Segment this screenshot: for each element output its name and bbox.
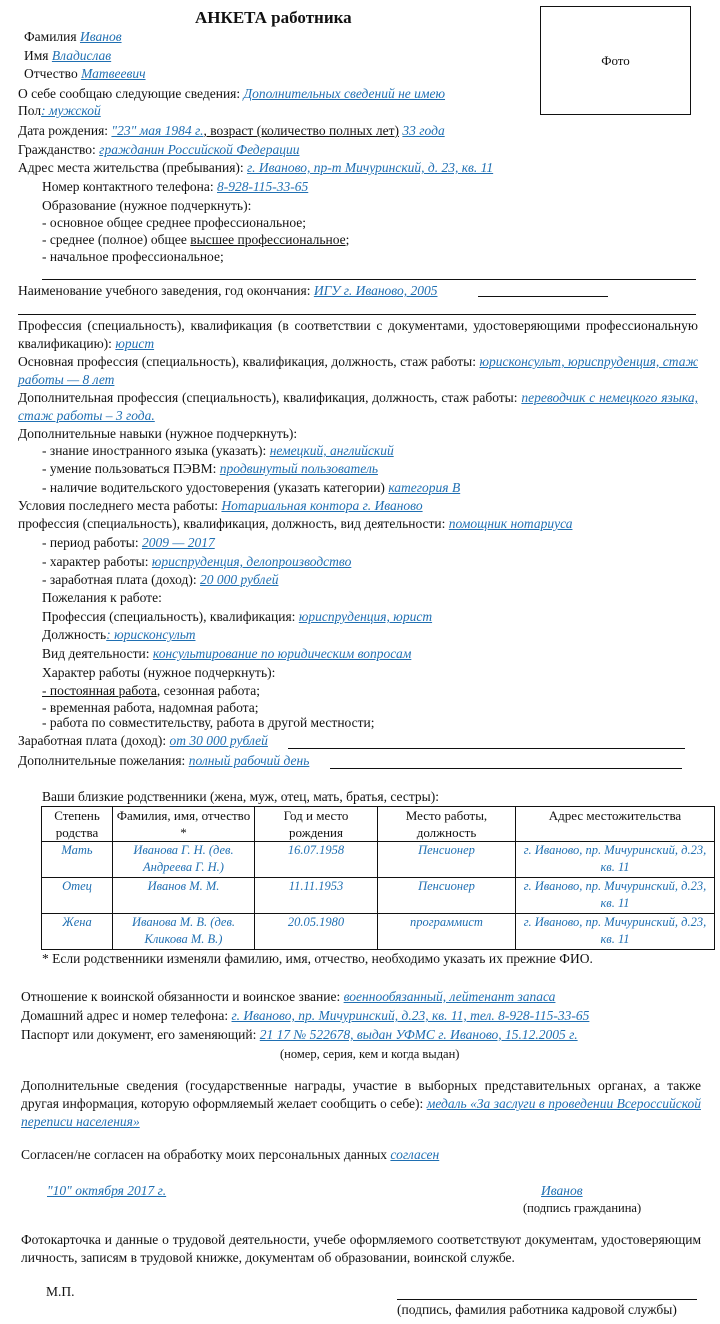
patronymic-value[interactable]: Матвеевич <box>81 66 146 81</box>
wish-extra-line <box>18 752 309 770</box>
wish-extra-label: Дополнительные пожелания: <box>18 753 186 768</box>
header-address: Адрес местожительства <box>516 807 715 842</box>
wish-activity-line <box>42 645 411 663</box>
wish-profession-value[interactable]: юриспруденция, юрист <box>298 609 433 624</box>
wish-extra-value[interactable]: полный рабочий день <box>188 753 310 768</box>
wish-profession-label: Профессия (специальность), квалификация: <box>42 609 296 624</box>
surname-value[interactable]: Иванов <box>79 29 122 44</box>
wish-nature-option-1[interactable] <box>42 682 260 700</box>
language-label: - знание иностранного языка (указать): <box>42 443 267 458</box>
wish-nature-option-3[interactable]: - работа по совместительству, работа в другой местности; <box>42 715 375 730</box>
patronymic-label: Отчество <box>24 66 78 81</box>
wish-nature-label: Характер работы (нужное подчеркнуть): <box>42 665 276 680</box>
military-line <box>21 988 555 1006</box>
date-value[interactable]: "10" октября 2017 г. <box>47 1183 167 1198</box>
wish-salary-line <box>18 732 268 750</box>
address-value[interactable]: г. Иваново, пр-т Мичуринский, д. 23, кв. 11 <box>247 160 494 175</box>
divider <box>330 768 682 769</box>
patronymic-line <box>24 65 146 83</box>
wish-salary-value[interactable]: от 30 000 рублей <box>169 733 268 748</box>
cell-name[interactable]: Иванов М. М. <box>113 878 255 914</box>
sex-line <box>18 102 101 120</box>
wish-nature-option-2[interactable]: - временная работа, надомная работа; <box>42 700 259 715</box>
main-profession-label: Основная профессия (специальность), квалификация, должность, стаж работы: <box>18 354 476 369</box>
relatives-label: Ваши близкие родственники (жена, муж, отец, мать, братья, сестры): <box>42 789 439 804</box>
hr-signature-hint: (подпись, фамилия работника кадровой службы) <box>397 1302 677 1317</box>
divider <box>288 748 685 749</box>
extra-profession-block <box>18 389 698 425</box>
cell-relation[interactable]: Мать <box>42 842 113 878</box>
address-line <box>18 159 493 177</box>
profession-value[interactable]: юрист <box>115 336 155 351</box>
header-name: Фамилия, имя, отчество * <box>113 807 255 842</box>
confirmation-text: Фотокарточка и данные о трудовой деятельности, учебе оформляемого соответствуют документам, удостоверяющим личность, записям в трудовой книжке, документам об образовании, воинской службе. <box>21 1232 701 1265</box>
education-option-3[interactable]: - начальное профессиональное; <box>42 249 224 264</box>
home-line <box>21 1007 589 1025</box>
period-value[interactable]: 2009 — 2017 <box>141 535 215 550</box>
cell-address[interactable]: г. Иваново, пр. Мичуринский, д.23, кв. 11 <box>516 878 715 914</box>
cell-birth[interactable]: 16.07.1958 <box>255 842 378 878</box>
profession-label: Профессия (специальность), квалификация (в соответствии с документами, удостоверяющими профессиональную квалификацию): <box>18 318 698 351</box>
education-option-1[interactable]: - основное общее среднее профессиональное; <box>42 215 307 230</box>
header-relation: Степень родства <box>42 807 113 842</box>
language-line <box>42 442 394 460</box>
salary-value[interactable]: 20 000 рублей <box>199 572 279 587</box>
signature-line <box>397 1299 697 1300</box>
work-nature-value[interactable]: юриспруденция, делопроизводство <box>151 554 352 569</box>
header-work: Место работы, должность <box>378 807 516 842</box>
table-row <box>42 878 715 914</box>
education-label: Образование (нужное подчеркнуть): <box>42 198 252 213</box>
age-value[interactable]: 33 года <box>402 123 445 138</box>
additional-value[interactable]: медаль «За заслуги в проведении Всероссийской переписи населения» <box>21 1096 701 1129</box>
name-value[interactable]: Владислав <box>51 48 112 63</box>
about-label: О себе сообщаю следующие сведения: <box>18 86 241 101</box>
surname-label: Фамилия <box>24 29 77 44</box>
cell-address[interactable]: г. Иваново, пр. Мичуринский, д.23, кв. 11 <box>516 914 715 950</box>
consent-label: Согласен/не согласен на обработку моих персональных данных <box>21 1147 388 1162</box>
education-option-secondary: - среднее (полное) общее <box>42 232 191 247</box>
driving-label: - наличие водительского удостоверения (указать категории) <box>42 480 385 495</box>
main-profession-value[interactable]: юрисконсульт, юриспруденция, стаж работы — 8 лет <box>18 354 698 387</box>
photo-label: Фото <box>601 52 630 68</box>
last-job-line <box>18 497 423 515</box>
cell-work[interactable]: программист <box>378 914 516 950</box>
age-label: , возраст (количество полных лет) <box>203 123 400 138</box>
last-job-label: Условия последнего места работы: <box>18 498 219 513</box>
signature-value[interactable]: Иванов <box>541 1183 583 1198</box>
phone-line <box>42 178 308 196</box>
relatives-note: * Если родственники изменяли фамилию, имя, отчество, необходимо указать их прежние ФИО. <box>42 951 593 966</box>
passport-hint: (номер, серия, кем и когда выдан) <box>280 1047 460 1061</box>
work-nature-label: - характер работы: <box>42 554 149 569</box>
cell-relation[interactable]: Жена <box>42 914 113 950</box>
pc-label: - умение пользоваться ПЭВМ: <box>42 461 217 476</box>
wish-profession-line <box>42 608 432 626</box>
phone-label: Номер контактного телефона: <box>42 179 214 194</box>
last-job-profession-value[interactable]: помощник нотариуса <box>448 516 573 531</box>
cell-name[interactable]: Иванова М. В. (дев. Кликова М. В.) <box>113 914 255 950</box>
birth-label: Дата рождения: <box>18 123 109 138</box>
relatives-table <box>41 806 715 950</box>
sex-label: Пол <box>18 103 42 118</box>
extra-profession-value[interactable]: переводчик с немецкого языка, стаж работы – 3 года. <box>18 390 698 423</box>
name-line <box>24 47 111 65</box>
table-row <box>42 914 715 950</box>
cell-work[interactable]: Пенсионер <box>378 842 516 878</box>
citizenship-line <box>18 141 300 159</box>
table-header-row <box>42 807 715 842</box>
profession-block <box>18 317 698 353</box>
permanent-work: - постоянная работа <box>42 683 157 698</box>
birth-line <box>18 122 445 140</box>
punct: ; <box>345 232 350 247</box>
salary-line <box>42 571 278 589</box>
home-label: Домашний адрес и номер телефона: <box>21 1008 229 1023</box>
birth-date[interactable]: "23" мая 1984 г. <box>111 123 204 138</box>
institution-value[interactable]: ИГУ г. Иваново, 2005 <box>313 283 438 298</box>
wish-activity-value[interactable]: консультирование по юридическим вопросам <box>152 646 412 661</box>
header-birth: Год и место рождения <box>255 807 378 842</box>
wishes-label: Пожелания к работе: <box>42 590 162 605</box>
wish-position-label: Должность <box>42 627 107 642</box>
photo-box <box>540 6 691 115</box>
wish-position-line <box>42 626 195 644</box>
sex-value[interactable]: : мужской <box>41 103 101 118</box>
citizenship-value[interactable]: гражданин Российской Федерации <box>99 142 300 157</box>
education-option-higher: высшее профессиональное <box>190 232 346 247</box>
consent-value[interactable]: согласен <box>390 1147 440 1162</box>
period-label: - период работы: <box>42 535 139 550</box>
address-label: Адрес места жительства (пребывания): <box>18 160 244 175</box>
divider <box>478 296 608 297</box>
driving-line <box>42 479 460 497</box>
phone-value[interactable]: 8-928-115-33-65 <box>217 179 309 194</box>
passport-label: Паспорт или документ, его заменяющий: <box>21 1027 257 1042</box>
wish-salary-label: Заработная плата (доход): <box>18 733 167 748</box>
about-line <box>18 85 445 103</box>
institution-line <box>18 282 437 300</box>
extra-profession-label: Дополнительная профессия (специальность), квалификация, должность, стаж работы: <box>18 390 518 405</box>
cell-birth[interactable]: 20.05.1980 <box>255 914 378 950</box>
institution-label: Наименование учебного заведения, год окончания: <box>18 283 311 298</box>
consent-line <box>21 1146 439 1164</box>
cell-address[interactable]: г. Иваново, пр. Мичуринский, д.23, кв. 11 <box>516 842 715 878</box>
name-label: Имя <box>24 48 49 63</box>
signature-hint: (подпись гражданина) <box>523 1201 642 1215</box>
additional-block <box>21 1077 701 1131</box>
wish-position-value[interactable]: : юрисконсульт <box>106 627 196 642</box>
driving-value[interactable]: категория В <box>388 480 461 495</box>
work-nature-line <box>42 553 351 571</box>
skills-label: Дополнительные навыки (нужное подчеркнуть): <box>18 426 298 441</box>
divider <box>18 314 696 315</box>
passport-line <box>21 1026 578 1044</box>
table-row <box>42 842 715 878</box>
cell-birth[interactable]: 11.11.1953 <box>255 878 378 914</box>
pc-line <box>42 460 378 478</box>
pc-value[interactable]: продвинутый пользователь <box>219 461 378 476</box>
last-job-profession-label: профессия (специальность), квалификация, должность, вид деятельности: <box>18 516 446 531</box>
citizenship-label: Гражданство: <box>18 142 96 157</box>
main-profession-block <box>18 353 698 389</box>
salary-label: - заработная плата (доход): <box>42 572 197 587</box>
seasonal-work: , сезонная работа; <box>156 683 260 698</box>
about-value[interactable]: Дополнительных сведений не имею <box>243 86 446 101</box>
last-job-value[interactable]: Нотариальная контора г. Иваново <box>221 498 423 513</box>
additional-label: Дополнительные сведения (государственные награды, участие в выборных представительных органах, а также другая информация, которую оформляемый желает сообщить о себе): <box>21 1078 701 1111</box>
military-label: Отношение к воинской обязанности и воинское звание: <box>21 989 341 1004</box>
military-value[interactable]: военнообязанный, лейтенант запаса <box>343 989 556 1004</box>
cell-work[interactable]: Пенсионер <box>378 878 516 914</box>
home-value[interactable]: г. Иваново, пр. Мичуринский, д.23, кв. 11, тел. 8-928-115-33-65 <box>231 1008 590 1023</box>
period-line <box>42 534 215 552</box>
passport-value[interactable]: 21 17 № 522678, выдан УФМС г. Иваново, 15.12.2005 г. <box>259 1027 578 1042</box>
divider <box>42 279 696 280</box>
cell-name[interactable]: Иванова Г. Н. (дев. Андреева Г. Н.) <box>113 842 255 878</box>
wish-activity-label: Вид деятельности: <box>42 646 150 661</box>
education-option-2[interactable] <box>42 231 349 249</box>
page-title: АНКЕТА работника <box>195 8 352 27</box>
stamp-label: М.П. <box>46 1284 75 1299</box>
language-value[interactable]: немецкий, английский <box>269 443 394 458</box>
cell-relation[interactable]: Отец <box>42 878 113 914</box>
surname-line <box>24 28 122 46</box>
last-job-profession-line <box>18 515 572 533</box>
